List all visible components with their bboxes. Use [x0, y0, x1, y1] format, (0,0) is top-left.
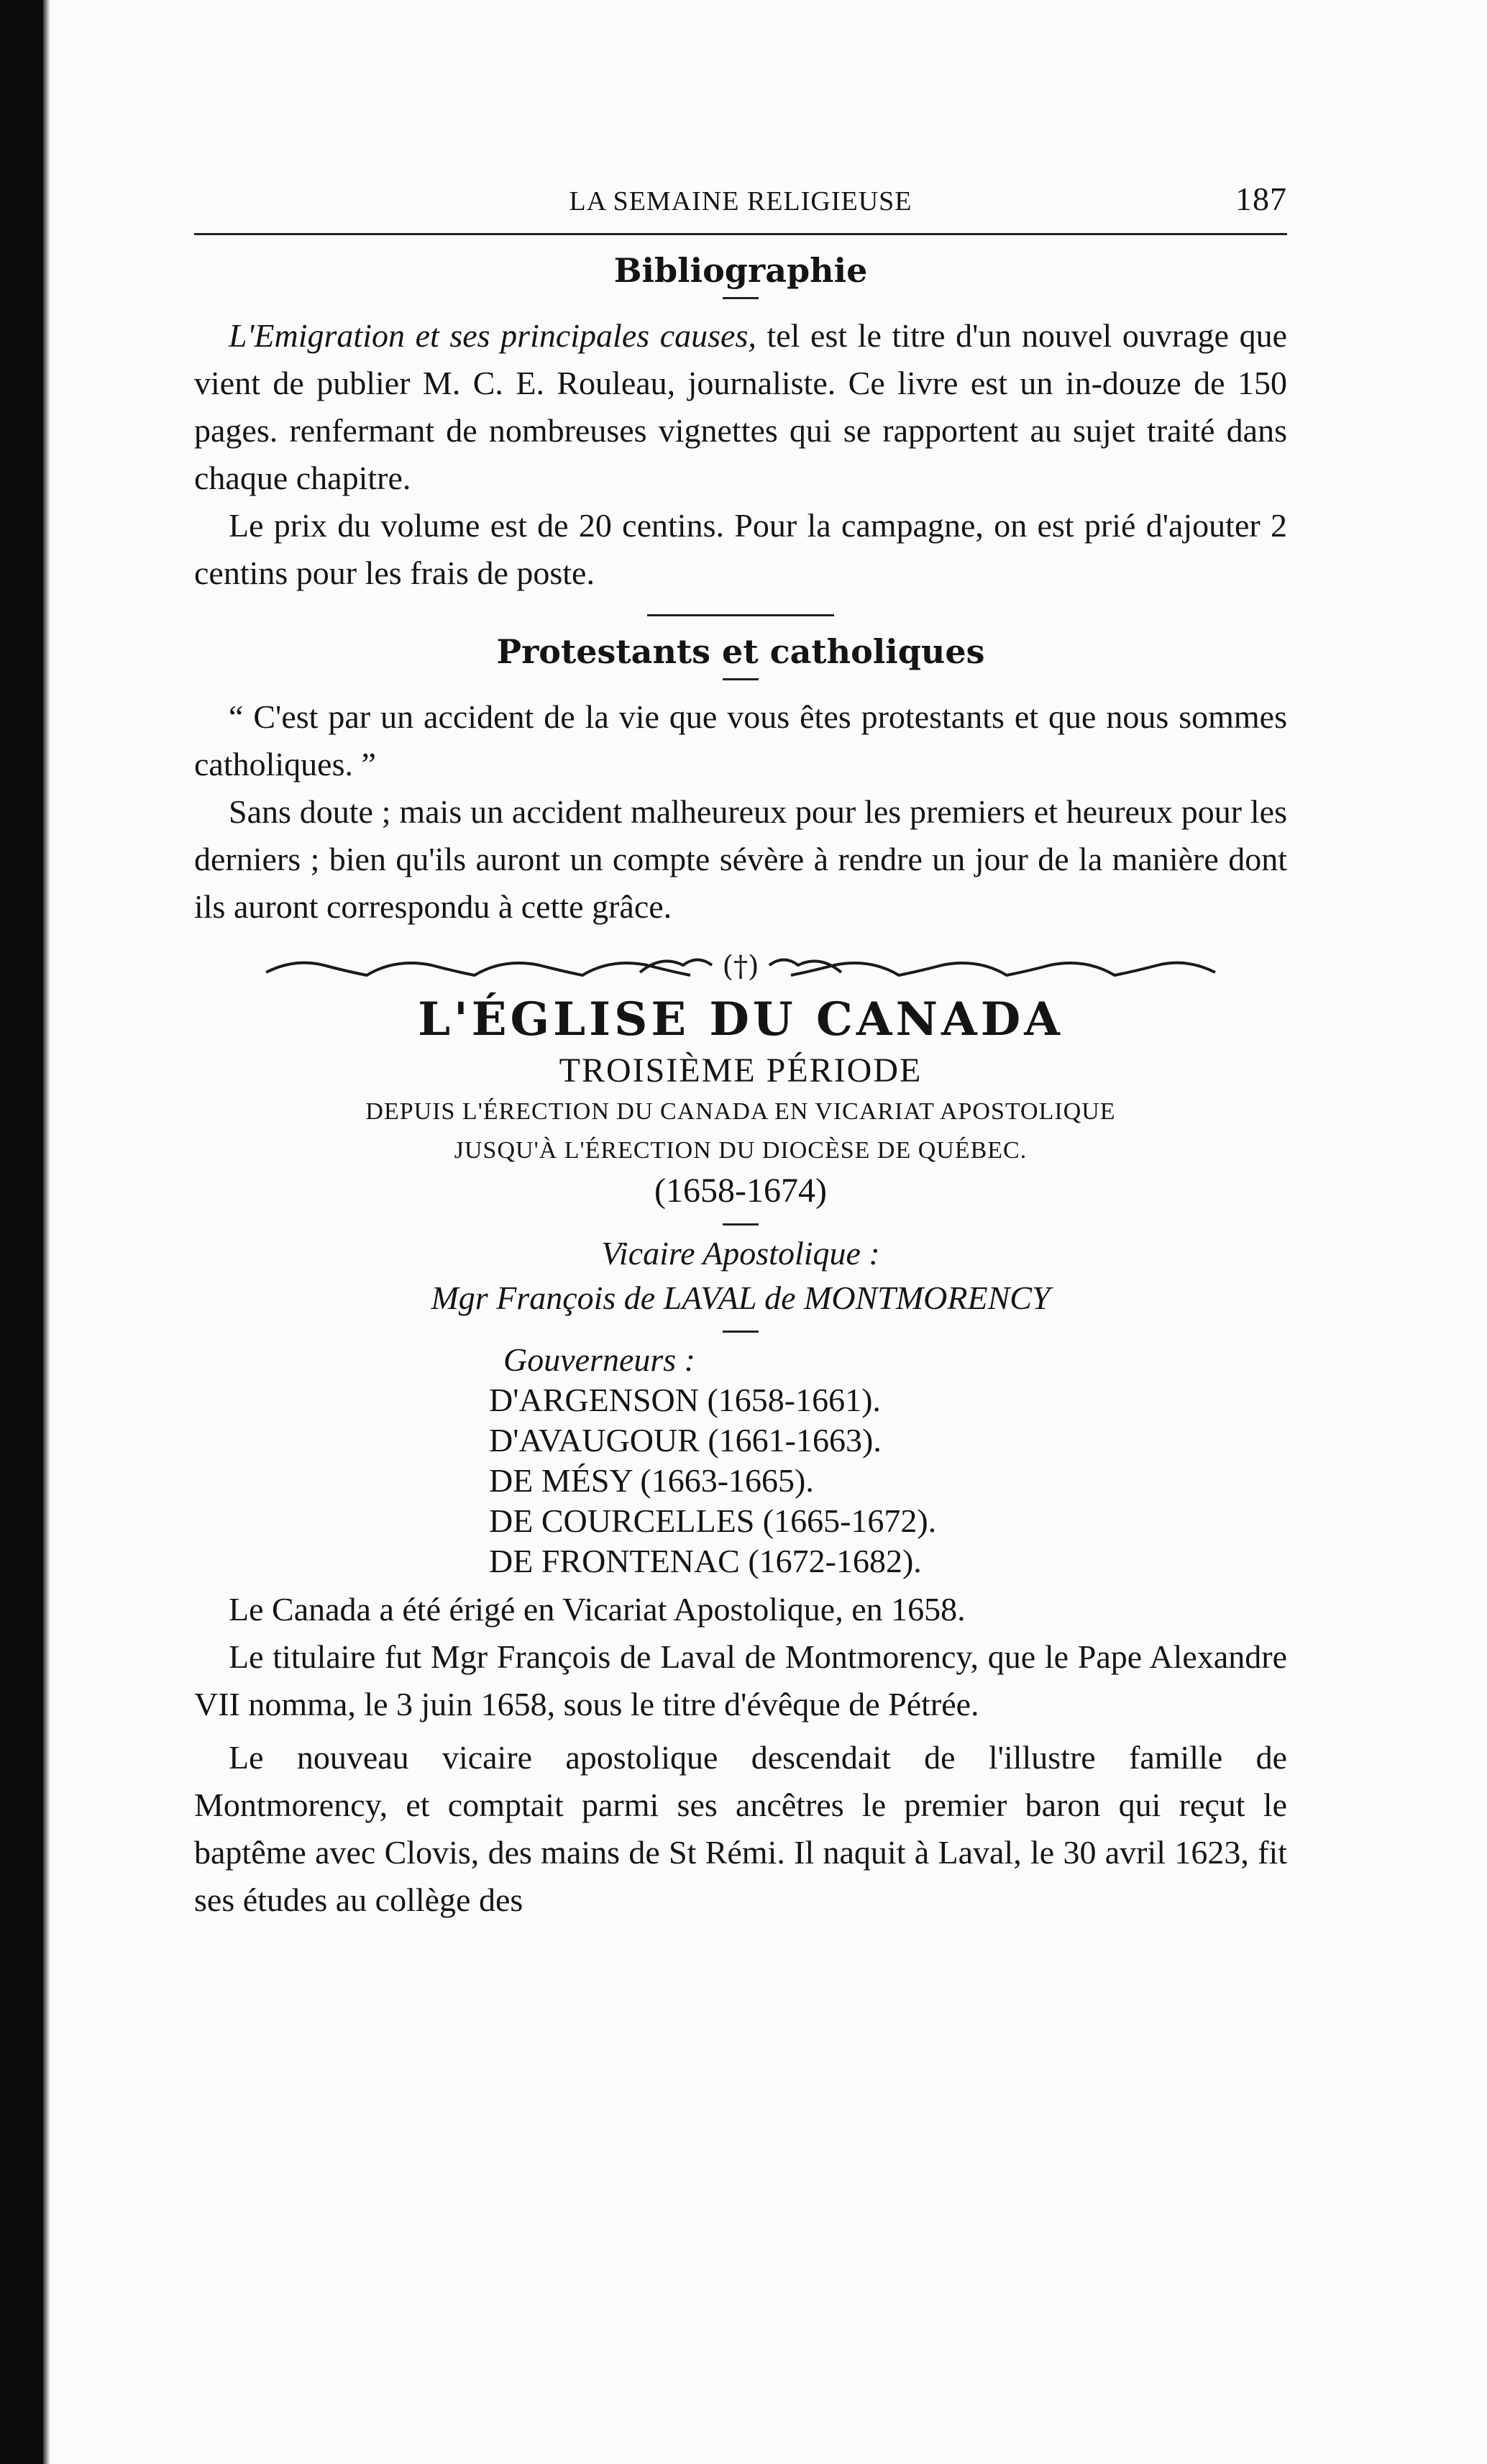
governors-label: Gouverneurs : [503, 1341, 695, 1378]
cross-icon: (†) [722, 950, 759, 983]
page-number: 187 [1235, 181, 1287, 217]
paragraph: Le nouveau vicaire apostolique descendait de l'illustre famille de Montmorency, et comptait parmi ses ancêtres le premier baron qui reçut le baptême avec Clovis, des mains de St Rémi. Il naquit à Laval, le 30 avril 1623, fit ses études au collège des [194, 1739, 1287, 1918]
article-title: L'ÉGLISE DU CANADA [418, 993, 1063, 1046]
paragraph: Le Canada a été érigé en Vicariat Apostolique, en 1658. [229, 1591, 966, 1628]
governor-entry: DE MÉSY (1663-1665). [489, 1462, 814, 1499]
period-dates: (1658-1674) [654, 1172, 827, 1210]
governor-entry: D'AVAUGOUR (1661-1663). [489, 1422, 882, 1459]
governor-entry: D'ARGENSON (1658-1661). [489, 1382, 881, 1418]
governor-entry: DE FRONTENAC (1672-1682). [489, 1543, 922, 1579]
paragraph-text: tel est le titre d'un nouvel ouvrage que vient de publier M. C. E. Rouleau, journaliste. Ce livre est un in-douze de 150 pages. renfermant de nombreuses vignettes qui se rapportent au sujet traité dans chaque chapitre. [194, 317, 1287, 496]
section-heading-bibliographie: Bibliographie [613, 251, 868, 290]
paragraph [194, 312, 1287, 502]
header-rule [194, 233, 1287, 235]
section-heading-protestants: Protestants et catholiques [496, 632, 985, 671]
governors-list [489, 1340, 1287, 1582]
paragraph: Le titulaire fut Mgr François de Laval de Montmorency, que le Pape Alexandre VII nomma, le 3 juin 1658, sous le titre d'évêque de Pétrée. [194, 1638, 1287, 1722]
book-title-italic: L'Emigration et ses principales causes, [229, 317, 756, 354]
book-binding-edge [0, 0, 43, 2464]
page-content [194, 180, 1287, 1924]
heading-dash [723, 1331, 759, 1333]
subtitle-line: JUSQU'À L'ÉRECTION DU DIOCÈSE DE QUÉBEC. [454, 1137, 1028, 1164]
running-head [194, 180, 1287, 223]
period-heading: TROISIÈME PÉRIODE [559, 1051, 923, 1090]
vicaire-name: Mgr François de LAVAL de MONTMORENCY [431, 1279, 1051, 1316]
vicaire-label: Vicaire Apostolique : [601, 1235, 880, 1272]
governor-entry: DE COURCELLES (1665-1672). [489, 1502, 937, 1539]
binding-shadow [43, 0, 50, 2464]
running-head-title: LA SEMAINE RELIGIEUSE [569, 186, 912, 216]
heading-dash [723, 1223, 759, 1226]
heading-dash [723, 297, 759, 299]
paragraph: Le prix du volume est de 20 centins. Pour la campagne, on est prié d'ajouter 2 centins pour les frais de poste. [194, 507, 1287, 591]
section-separator [647, 614, 834, 616]
heading-dash [723, 678, 759, 680]
subtitle-line: DEPUIS L'ÉRECTION DU CANADA EN VICARIAT APOSTOLIQUE [365, 1098, 1116, 1125]
ornamental-divider [237, 944, 1244, 987]
paragraph: “ C'est par un accident de la vie que vous êtes protestants et que nous sommes catholiques. ” [194, 698, 1287, 782]
paragraph: Sans doute ; mais un accident malheureux pour les premiers et heureux pour les derniers ; bien qu'ils auront un compte sévère à rendre un jour de la manière dont ils auront correspondu à cette grâce. [194, 793, 1287, 925]
